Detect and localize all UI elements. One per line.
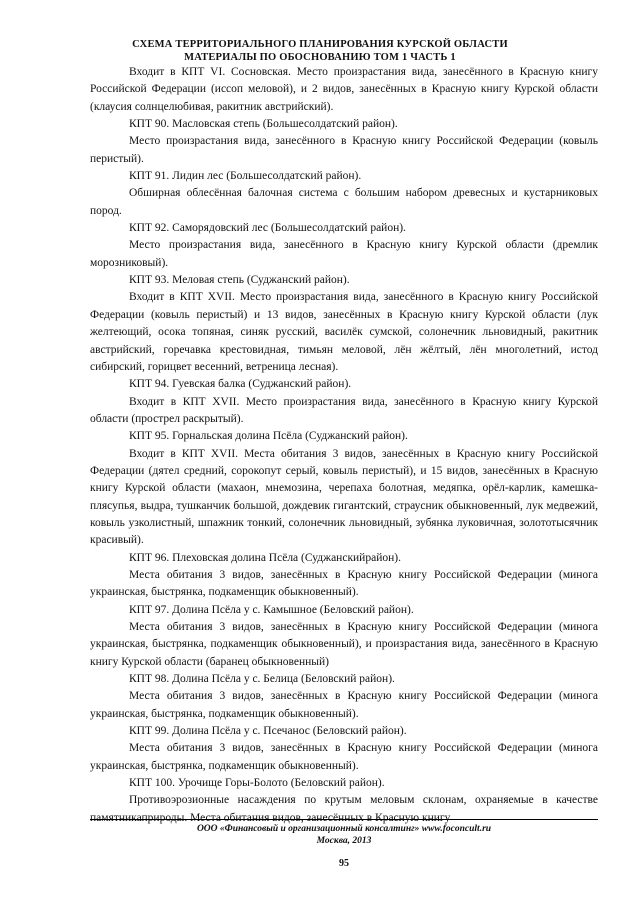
paragraph: КПТ 91. Лидин лес (Большесолдатский район). xyxy=(129,170,362,183)
footer-divider xyxy=(90,819,598,820)
paragraph: Места обитания 3 видов, занесённых в Красную книгу Российской Федерации (минога украинская, быстрянка, подкаменщик обыкновенный). xyxy=(90,690,598,720)
header-subtitle: МАТЕРИАЛЫ ПО ОБОСНОВАНИЮ ТОМ 1 ЧАСТЬ 1 xyxy=(184,52,456,63)
paragraph: КПТ 92. Саморядовский лес (Большесолдатский район). xyxy=(129,222,406,235)
paragraph: Входит в КПТ XVII. Место произрастания вида, занесённого в Красную книгу Курской области (прострел раскрытый). xyxy=(90,395,598,425)
paragraph: Место произрастания вида, занесённого в Красную книгу Российской Федерации (ковыль перистый). xyxy=(90,135,598,165)
paragraph: КПТ 94. Гуевская балка (Суджанский район). xyxy=(129,378,352,391)
page-footer xyxy=(90,823,598,847)
paragraph: КПТ 99. Долина Псёла у с. Псечанос (Беловский район). xyxy=(129,725,407,738)
page-number: 95 xyxy=(339,858,349,869)
page-header xyxy=(90,38,550,64)
paragraph: Противоэрозионные насаждения по крутым меловым склонам, охраняемые в качестве памятникаприроды. Места обитания видов, занесённых в Красную книгу xyxy=(90,794,598,824)
paragraph: КПТ 97. Долина Псёла у с. Камышное (Беловский район). xyxy=(129,603,414,616)
paragraph: КПТ 93. Меловая степь (Суджанский район). xyxy=(129,274,350,287)
paragraph: Входит в КПТ XVII. Место произрастания вида, занесённого в Красную книгу Российской Федерации (ковыль перистый) и 13 видов, занесённых в Красную книгу Курской области (лук желтеющий, осока топяная, синяк русский, василёк сумской, солонечник льновидный, ракитник австрийский, горечавка крестовидная, тимьян меловой, лён жёлтый, лён многолетний, истод сибирский, горицвет весенний, ветреница лесная). xyxy=(90,291,598,373)
footer-city-year: Москва, 2013 xyxy=(316,836,372,846)
paragraph: КПТ 100. Урочище Горы-Болото (Беловский район). xyxy=(129,777,385,790)
paragraph: Места обитания 3 видов, занесённых в Красную книгу Российской Федерации (минога украинская, быстрянка, подкаменщик обыкновенный). xyxy=(90,568,598,599)
paragraph: КПТ 90. Масловская степь (Большесолдатский район). xyxy=(129,118,398,131)
paragraph: Места обитания 3 видов, занесённых в Красную книгу Российской Федерации (минога украинская, быстрянка, подкаменщик обыкновенный), и произрастания вида, занесённого в Красную книгу Курской области (баранец обыкновенный) xyxy=(90,621,598,668)
paragraph: Входит в КПТ VI. Сосновская. Место произрастания вида, занесённого в Красную книгу Российской Федерации (иссоп меловой), и 2 видов, занесённых в Красную книгу Курской области (клаусия солнцелюбивая, ракитник австрийский). xyxy=(90,66,598,113)
paragraph: КПТ 95. Горнальская долина Псёла (Суджанский район). xyxy=(129,430,408,443)
header-title: СХЕМА ТЕРРИТОРИАЛЬНОГО ПЛАНИРОВАНИЯ КУРСКОЙ ОБЛАСТИ xyxy=(132,39,508,50)
body-text xyxy=(90,64,598,827)
paragraph: КПТ 96. Плеховская долина Псёла (Суджанскийрайон). xyxy=(129,551,401,564)
paragraph: Места обитания 3 видов, занесённых в Красную книгу Российской Федерации (минога украинская, быстрянка, подкаменщик обыкновенный). xyxy=(90,742,598,772)
paragraph: Входит в КПТ XVII. Места обитания 3 видов, занесённых в Красную книгу Российской Федерации (дятел средний, сорокопут серый, ковыль перистый), и 15 видов, занесённых в Красную книгу Курской области (махаон, мнемозина, черепаха болотная, медяпка, орёл-карлик, камешка-плясупья, выдра, тушканчик большой, дождевик гигантский, страусник обыкновенный, лук медвежий, ковыль узколистный, шпажник тонкий, солонечник льновидный, зубянка луковичная, золототысячник красивый). xyxy=(90,447,598,547)
paragraph: Место произрастания вида, занесённого в Красную книгу Курской области (дремлик морозниковый). xyxy=(90,239,598,269)
footer-company: ООО «Финансовый и организационный консалтинг» www.foconcult.ru xyxy=(196,824,492,834)
paragraph: КПТ 98. Долина Псёла у с. Белица (Беловский район). xyxy=(129,673,395,686)
paragraph: Обширная облесённая балочная система с большим набором древесных и кустарниковых пород. xyxy=(90,187,598,217)
